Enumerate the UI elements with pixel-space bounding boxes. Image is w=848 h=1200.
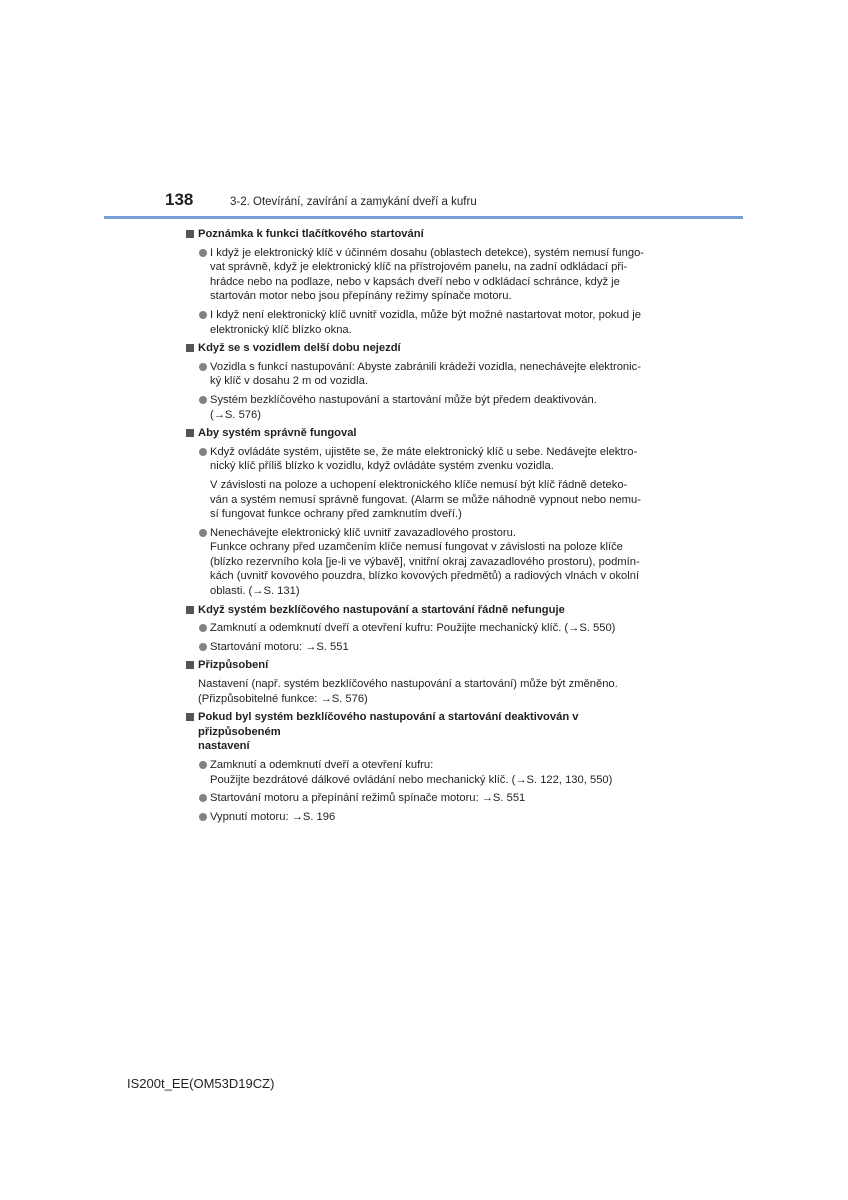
header-rule xyxy=(104,216,743,219)
square-bullet-icon xyxy=(186,429,194,437)
chapter-title: 3-2. Otevírání, zavírání a zamykání dveří a kufru xyxy=(230,196,477,208)
list-item: Startování motoru: →S. 551 xyxy=(186,640,664,655)
list-item: Vypnutí motoru: →S. 196 xyxy=(186,810,664,825)
list-item: Zamknutí a odemknutí dveří a otevření kufru: Použijte mechanický klíč. (→S. 550) xyxy=(186,621,664,636)
section-heading: Když systém bezklíčového nastupování a startování řádně nefunguje xyxy=(186,603,664,618)
circle-bullet-icon xyxy=(199,249,207,257)
square-bullet-icon xyxy=(186,230,194,238)
page-number: 138 xyxy=(165,190,194,209)
section-deactivated xyxy=(186,710,664,824)
list-item: Systém bezklíčového nastupování a startování může být předem deaktivován. (→S. 576) xyxy=(186,393,664,422)
section-heading: Aby systém správně fungoval xyxy=(186,426,664,441)
square-bullet-icon xyxy=(186,661,194,669)
page-header xyxy=(0,190,848,220)
list-item: Vozidla s funkcí nastupování: Abyste zabránili krádeži vozidla, nenechávejte elektronic- ký klíč v dosahu 2 m od vozidla. xyxy=(186,360,664,389)
circle-bullet-icon xyxy=(199,761,207,769)
list-item: Startování motoru a přepínání režimů spínače motoru: →S. 551 xyxy=(186,791,664,806)
circle-bullet-icon xyxy=(199,643,207,651)
paragraph: Nastavení (např. systém bezklíčového nastupování a startování) může být změněno. (Přizpůsobitelné funkce: →S. 576) xyxy=(198,678,618,705)
list-item: I když je elektronický klíč v účinném dosahu (oblastech detekce), systém nemusí fungo- vat správně, když je elektronický klíč na přístrojovém panelu, na zadní odkládací při- hrádce nebo na podlaze, nebo v kapsách dveří nebo v odkládací schránce, když je startován motor nebo jsou přepínány režimy spínače motoru. xyxy=(186,246,664,304)
section-heading: Když se s vozidlem delší dobu nejezdí xyxy=(186,341,664,356)
circle-bullet-icon xyxy=(199,363,207,371)
section-push-button-start xyxy=(186,227,664,337)
section-customization xyxy=(186,658,664,706)
square-bullet-icon xyxy=(186,713,194,721)
circle-bullet-icon xyxy=(199,311,207,319)
page-content xyxy=(186,227,664,828)
circle-bullet-icon xyxy=(199,794,207,802)
circle-bullet-icon xyxy=(199,448,207,456)
square-bullet-icon xyxy=(186,344,194,352)
paragraph: V závislosti na poloze a uchopení elektronického klíče nemusí být klíč řádně deteko- ván a systém nemusí správně fungovat. (Alarm se může náhodně vypnout nebo nemu- sí fungovat funkce ochrany před zamknutím dveří.) xyxy=(210,478,641,521)
section-heading: Poznámka k funkci tlačítkového startování xyxy=(186,227,664,242)
document-code: IS200t_EE(OM53D19CZ) xyxy=(127,1076,275,1091)
circle-bullet-icon xyxy=(199,624,207,632)
section-heading: Pokud byl systém bezklíčového nastupování a startování deaktivován v přizpůsobeném nastavení xyxy=(186,710,664,754)
list-item: I když není elektronický klíč uvnitř vozidla, může být možné nastartovat motor, pokud je elektronický klíč blízko okna. xyxy=(186,308,664,337)
circle-bullet-icon xyxy=(199,396,207,404)
section-long-idle xyxy=(186,341,664,422)
section-correct-operation xyxy=(186,426,664,599)
section-heading: Přizpůsobení xyxy=(186,658,664,673)
list-item: Zamknutí a odemknutí dveří a otevření kufru: Použijte bezdrátové dálkové ovládání nebo mechanický klíč. (→S. 122, 130, 550) xyxy=(186,758,664,787)
circle-bullet-icon xyxy=(199,813,207,821)
square-bullet-icon xyxy=(186,606,194,614)
circle-bullet-icon xyxy=(199,529,207,537)
list-item: Nenechávejte elektronický klíč uvnitř zavazadlového prostoru. Funkce ochrany před uzamčením klíče nemusí fungovat v závislosti na poloze klíče (blízko rezervního kola [je-li ve výbavě], vnitřní okraj zavazadlového prostoru), podmín- kách (uvnitř kovového pouzdra, blízko kovových předmětů) a radiových vlnách v okolní oblasti. (→S. 131) xyxy=(186,526,664,599)
list-item: Když ovládáte systém, ujistěte se, že máte elektronický klíč u sebe. Nedávejte elektro- nický klíč příliš blízko k vozidlu, když ovládáte systém zvenku vozidla. xyxy=(186,445,664,474)
section-malfunction xyxy=(186,603,664,655)
